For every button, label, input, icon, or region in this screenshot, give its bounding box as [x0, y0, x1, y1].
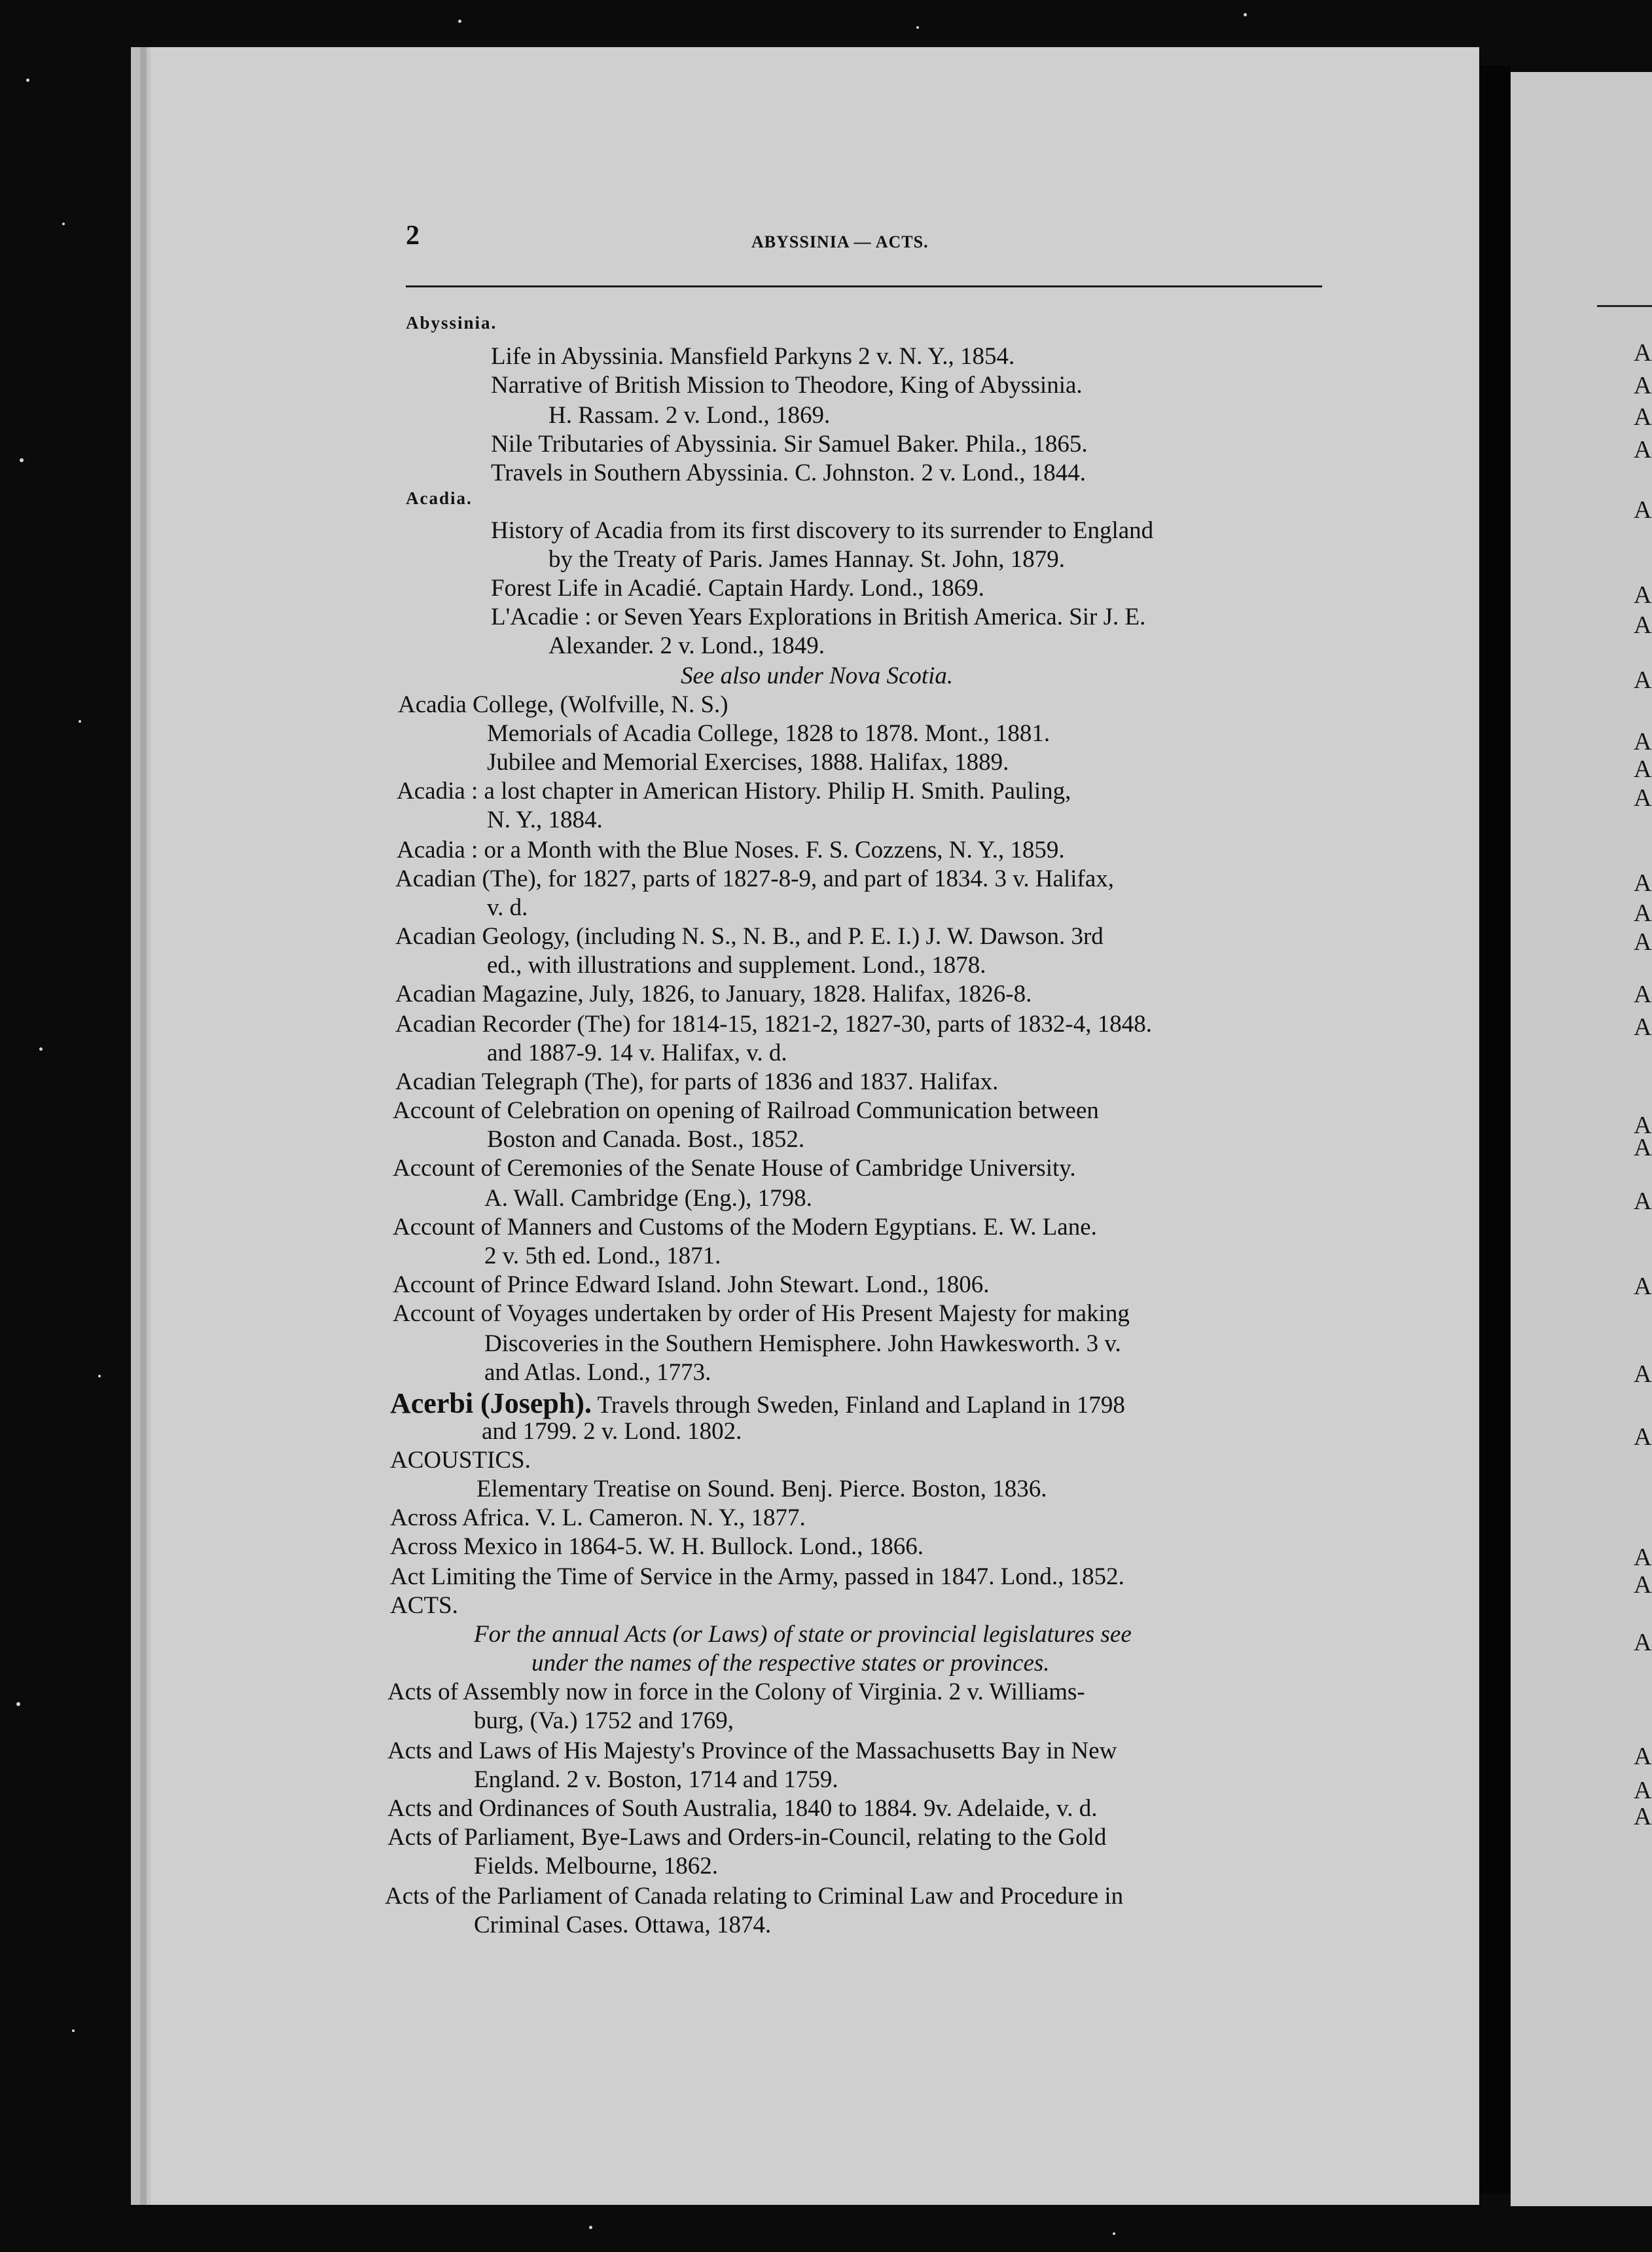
catalogue-line: Travels in Southern Abyssinia. C. Johnston. 2 v. Lond., 1844.: [491, 460, 1086, 486]
catalogue-line: Account of Voyages undertaken by order of His Present Majesty for making: [393, 1300, 1130, 1327]
catalogue-line: 2 v. 5th ed. Lond., 1871.: [484, 1243, 721, 1269]
catalogue-line: L'Acadie : or Seven Years Explorations in British America. Sir J. E.: [491, 604, 1146, 630]
catalogue-line: Acadian Telegraph (The), for parts of 1836 and 1837. Halifax.: [395, 1068, 999, 1095]
adjacent-page-letter: A: [1634, 981, 1652, 1008]
adjacent-page-letter: A: [1634, 339, 1652, 367]
catalogue-line: See also under Nova Scotia.: [681, 663, 954, 689]
catalogue-line: by the Treaty of Paris. James Hannay. St. John, 1879.: [548, 546, 1065, 573]
catalogue-line: Account of Prince Edward Island. John Stewart. Lond., 1806.: [393, 1271, 990, 1298]
catalogue-line: Acadian (The), for 1827, parts of 1827-8-9, and part of 1834. 3 v. Halifax,: [395, 865, 1115, 892]
adjacent-page-letter: A: [1634, 1571, 1652, 1599]
adjacent-page-letter: A: [1634, 784, 1652, 812]
catalogue-line: Acts of the Parliament of Canada relating to Criminal Law and Procedure in: [385, 1883, 1124, 1910]
catalogue-line: Acadian Recorder (The) for 1814-15, 1821-2, 1827-30, parts of 1832-4, 1848.: [395, 1011, 1152, 1038]
adjacent-page-letter: A: [1634, 1360, 1652, 1388]
catalogue-line: Alexander. 2 v. Lond., 1849.: [548, 632, 825, 659]
catalogue-line: Account of Celebration on opening of Railroad Communication between: [393, 1097, 1099, 1124]
catalogue-line: Elementary Treatise on Sound. Benj. Pierce. Boston, 1836.: [476, 1476, 1047, 1502]
catalogue-line: Acadia.: [406, 488, 473, 508]
adjacent-page-letter: A: [1634, 1423, 1652, 1451]
catalogue-line: Act Limiting the Time of Service in the Army, passed in 1847. Lond., 1852.: [390, 1563, 1124, 1590]
catalogue-line: Acadia College, (Wolfville, N. S.): [398, 691, 728, 718]
catalogue-line: ACOUSTICS.: [390, 1447, 531, 1474]
catalogue-line: For the annual Acts (or Laws) of state or provincial legislatures see: [474, 1621, 1132, 1648]
catalogue-line: Account of Ceremonies of the Senate House of Cambridge University.: [393, 1155, 1076, 1182]
adjacent-page-letter: A: [1634, 581, 1652, 609]
adjacent-page-letter: A: [1634, 611, 1652, 639]
catalogue-line: Boston and Canada. Bost., 1852.: [487, 1126, 805, 1153]
catalogue-line: ACTS.: [390, 1592, 458, 1619]
adjacent-page-letter: A: [1634, 1188, 1652, 1215]
catalogue-line: England. 2 v. Boston, 1714 and 1759.: [474, 1766, 838, 1793]
catalogue-line: Forest Life in Acadié. Captain Hardy. Lond., 1869.: [491, 575, 984, 602]
catalogue-line: under the names of the respective states or provinces.: [531, 1650, 1050, 1677]
adjacent-page-letter: A: [1634, 1134, 1652, 1161]
author-heading: Acerbi (Joseph).: [390, 1387, 592, 1419]
catalogue-line: Across Africa. V. L. Cameron. N. Y., 1877.: [390, 1504, 806, 1531]
adjacent-page-letter: A: [1634, 1013, 1652, 1041]
catalogue-line: Jubilee and Memorial Exercises, 1888. Halifax, 1889.: [487, 749, 1009, 776]
catalogue-line: and 1887-9. 14 v. Halifax, v. d.: [487, 1040, 787, 1066]
adjacent-page-letter: A: [1634, 1777, 1652, 1804]
catalogue-line: [390, 1389, 1125, 1418]
adjacent-page-letter: A: [1634, 1803, 1652, 1830]
catalogue-line: Criminal Cases. Ottawa, 1874.: [474, 1912, 772, 1938]
catalogue-line: History of Acadia from its first discovery to its surrender to England: [491, 517, 1154, 544]
adjacent-page-letter: A: [1634, 728, 1652, 755]
catalogue-line: burg, (Va.) 1752 and 1769,: [474, 1707, 734, 1734]
adjacent-page-letter: A: [1634, 1629, 1652, 1656]
catalogue-line: Memorials of Acadia College, 1828 to 1878. Mont., 1881.: [487, 720, 1050, 747]
catalogue-line: Acts and Laws of His Majesty's Province of the Massachusetts Bay in New: [387, 1737, 1117, 1764]
catalogue-line: N. Y., 1884.: [487, 807, 603, 833]
catalogue-line: Acts of Parliament, Bye-Laws and Orders-in-Council, relating to the Gold: [387, 1824, 1107, 1851]
catalogue-line: ed., with illustrations and supplement. Lond., 1878.: [487, 952, 986, 979]
catalogue-line: v. d.: [487, 894, 528, 921]
adjacent-page-letter: A: [1634, 1112, 1652, 1139]
catalogue-line: Across Mexico in 1864-5. W. H. Bullock. Lond., 1866.: [390, 1533, 924, 1560]
running-head: ABYSSINIA — ACTS.: [751, 232, 929, 251]
catalogue-line: Nile Tributaries of Abyssinia. Sir Samuel Baker. Phila., 1865.: [491, 431, 1088, 458]
adjacent-page-letter: A: [1634, 1544, 1652, 1571]
adjacent-page-letter: A: [1634, 436, 1652, 463]
catalogue-line: Account of Manners and Customs of the Modern Egyptians. E. W. Lane.: [393, 1214, 1097, 1241]
adjacent-page-letter: A: [1634, 496, 1652, 524]
adjacent-page-letter: A: [1634, 666, 1652, 694]
catalogue-line: A. Wall. Cambridge (Eng.), 1798.: [484, 1185, 812, 1212]
catalogue-line: Acadia : or a Month with the Blue Noses. F. S. Cozzens, N. Y., 1859.: [397, 837, 1065, 863]
catalogue-line: H. Rassam. 2 v. Lond., 1869.: [548, 402, 831, 429]
entry-continuation: Travels through Sweden, Finland and Lapland in 1798: [591, 1392, 1125, 1419]
adjacent-page-letter: A: [1634, 755, 1652, 783]
adjacent-page-letter: A: [1634, 1273, 1652, 1300]
adjacent-page-letter: A: [1634, 869, 1652, 897]
catalogue-line: Fields. Melbourne, 1862.: [474, 1853, 719, 1880]
catalogue-line: Abyssinia.: [406, 313, 497, 333]
adjacent-page-letter: A: [1634, 372, 1652, 399]
catalogue-line: Acadian Magazine, July, 1826, to January, 1828. Halifax, 1826-8.: [395, 981, 1032, 1008]
catalogue-line: Discoveries in the Southern Hemisphere. John Hawkesworth. 3 v.: [484, 1330, 1121, 1357]
adjacent-page-letter: A: [1634, 403, 1652, 431]
adjacent-page-letter: A: [1634, 1743, 1652, 1770]
catalogue-line: Narrative of British Mission to Theodore, King of Abyssinia.: [491, 372, 1083, 399]
catalogue-line: Acadia : a lost chapter in American History. Philip H. Smith. Pauling,: [397, 778, 1071, 805]
catalogue-line: Acadian Geology, (including N. S., N. B., and P. E. I.) J. W. Dawson. 3rd: [395, 923, 1104, 950]
catalogue-line: and Atlas. Lond., 1773.: [484, 1359, 711, 1386]
catalogue-line: Life in Abyssinia. Mansfield Parkyns 2 v. N. Y., 1854.: [491, 343, 1015, 370]
adjacent-page-letter: A: [1634, 928, 1652, 956]
catalogue-line: Acts of Assembly now in force in the Colony of Virginia. 2 v. Williams-: [387, 1679, 1085, 1705]
adjacent-page-letter: A: [1634, 899, 1652, 927]
catalogue-line: and 1799. 2 v. Lond. 1802.: [482, 1418, 742, 1445]
catalogue-line: Acts and Ordinances of South Australia, 1840 to 1884. 9v. Adelaide, v. d.: [387, 1795, 1098, 1822]
page-number: 2: [406, 221, 420, 251]
